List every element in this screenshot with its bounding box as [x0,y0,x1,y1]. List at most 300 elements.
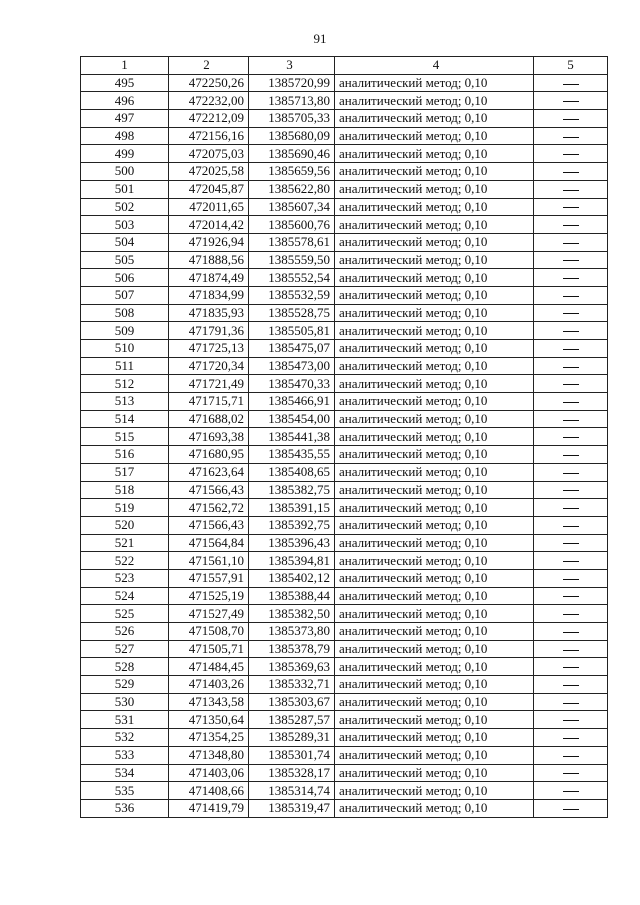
method-accuracy-cell: аналитический метод; 0,10 [335,623,534,641]
x-coordinate-cell: 471348,80 [169,746,249,764]
point-number-cell: 532 [81,729,169,747]
dash-mark [563,402,579,403]
point-number-cell: 503 [81,216,169,234]
method-accuracy-cell: аналитический метод; 0,10 [335,534,534,552]
x-coordinate-cell: 472156,16 [169,127,249,145]
note-cell [534,799,608,817]
method-accuracy-cell: аналитический метод; 0,10 [335,216,534,234]
y-coordinate-cell: 1385391,15 [249,499,335,517]
x-coordinate-cell: 471564,84 [169,534,249,552]
method-accuracy-cell: аналитический метод; 0,10 [335,428,534,446]
note-cell [534,729,608,747]
y-coordinate-cell: 1385314,74 [249,782,335,800]
note-cell [534,393,608,411]
x-coordinate-cell: 472014,42 [169,216,249,234]
y-coordinate-cell: 1385690,46 [249,145,335,163]
note-cell [534,516,608,534]
point-number-cell: 529 [81,676,169,694]
point-number-cell: 518 [81,481,169,499]
point-number-cell: 525 [81,605,169,623]
method-accuracy-cell: аналитический метод; 0,10 [335,481,534,499]
note-cell [534,198,608,216]
table-row [81,233,608,251]
dash-mark [563,172,579,173]
dash-mark [563,543,579,544]
dash-mark [563,278,579,279]
method-accuracy-cell: аналитический метод; 0,10 [335,251,534,269]
dash-mark [563,650,579,651]
method-accuracy-cell: аналитический метод; 0,10 [335,233,534,251]
table-row [81,375,608,393]
point-number-cell: 533 [81,746,169,764]
y-coordinate-cell: 1385713,80 [249,92,335,110]
x-coordinate-cell: 472075,03 [169,145,249,163]
dash-mark [563,367,579,368]
y-coordinate-cell: 1385559,50 [249,251,335,269]
point-number-cell: 530 [81,693,169,711]
note-cell [534,605,608,623]
point-number-cell: 513 [81,393,169,411]
y-coordinate-cell: 1385680,09 [249,127,335,145]
dash-mark [563,455,579,456]
dash-mark [563,720,579,721]
x-coordinate-cell: 472232,00 [169,92,249,110]
table-row [81,658,608,676]
method-accuracy-cell: аналитический метод; 0,10 [335,198,534,216]
table-row [81,693,608,711]
method-accuracy-cell: аналитический метод; 0,10 [335,640,534,658]
note-cell [534,127,608,145]
note-cell [534,552,608,570]
x-coordinate-cell: 471693,38 [169,428,249,446]
table-row [81,198,608,216]
y-coordinate-cell: 1385473,00 [249,357,335,375]
method-accuracy-cell: аналитический метод; 0,10 [335,587,534,605]
dash-mark [563,154,579,155]
x-coordinate-cell: 471715,71 [169,393,249,411]
x-coordinate-cell: 471835,93 [169,304,249,322]
x-coordinate-cell: 472011,65 [169,198,249,216]
note-cell [534,623,608,641]
point-number-cell: 497 [81,110,169,128]
dash-mark [563,579,579,580]
y-coordinate-cell: 1385289,31 [249,729,335,747]
point-number-cell: 528 [81,658,169,676]
point-number-cell: 531 [81,711,169,729]
table-row [81,216,608,234]
dash-mark [563,809,579,810]
dash-mark [563,773,579,774]
point-number-cell: 502 [81,198,169,216]
note-cell [534,764,608,782]
table-row [81,428,608,446]
method-accuracy-cell: аналитический метод; 0,10 [335,180,534,198]
point-number-cell: 521 [81,534,169,552]
x-coordinate-cell: 471527,49 [169,605,249,623]
method-accuracy-cell: аналитический метод; 0,10 [335,746,534,764]
y-coordinate-cell: 1385328,17 [249,764,335,782]
table-row [81,569,608,587]
table-row [81,587,608,605]
x-coordinate-cell: 471403,06 [169,764,249,782]
method-accuracy-cell: аналитический метод; 0,10 [335,676,534,694]
x-coordinate-cell: 471874,49 [169,269,249,287]
y-coordinate-cell: 1385382,75 [249,481,335,499]
point-number-cell: 535 [81,782,169,800]
point-number-cell: 511 [81,357,169,375]
point-number-cell: 534 [81,764,169,782]
point-number-cell: 510 [81,340,169,358]
method-accuracy-cell: аналитический метод; 0,10 [335,92,534,110]
note-cell [534,233,608,251]
method-accuracy-cell: аналитический метод; 0,10 [335,463,534,481]
dash-mark [563,313,579,314]
note-cell [534,711,608,729]
dash-mark [563,260,579,261]
y-coordinate-cell: 1385287,57 [249,711,335,729]
note-cell [534,446,608,464]
point-number-cell: 516 [81,446,169,464]
note-cell [534,676,608,694]
y-coordinate-cell: 1385659,56 [249,163,335,181]
table-row [81,340,608,358]
dash-mark [563,296,579,297]
table-row [81,322,608,340]
dash-mark [563,490,579,491]
point-number-cell: 515 [81,428,169,446]
note-cell [534,145,608,163]
x-coordinate-cell: 471688,02 [169,410,249,428]
method-accuracy-cell: аналитический метод; 0,10 [335,163,534,181]
y-coordinate-cell: 1385388,44 [249,587,335,605]
y-coordinate-cell: 1385396,43 [249,534,335,552]
y-coordinate-cell: 1385332,71 [249,676,335,694]
x-coordinate-cell: 471791,36 [169,322,249,340]
note-cell [534,534,608,552]
table-row [81,446,608,464]
table-row [81,764,608,782]
x-coordinate-cell: 471888,56 [169,251,249,269]
table-row [81,729,608,747]
x-coordinate-cell: 472025,58 [169,163,249,181]
dash-mark [563,614,579,615]
dash-mark [563,632,579,633]
note-cell [534,782,608,800]
method-accuracy-cell: аналитический метод; 0,10 [335,446,534,464]
note-cell [534,180,608,198]
table-row [81,92,608,110]
x-coordinate-cell: 471566,43 [169,481,249,499]
note-cell [534,340,608,358]
dash-mark [563,685,579,686]
method-accuracy-cell: аналитический метод; 0,10 [335,658,534,676]
point-number-cell: 507 [81,286,169,304]
table-row [81,286,608,304]
table-row [81,163,608,181]
y-coordinate-cell: 1385394,81 [249,552,335,570]
method-accuracy-cell: аналитический метод; 0,10 [335,375,534,393]
dash-mark [563,101,579,102]
table-row [81,74,608,92]
table-row [81,304,608,322]
point-number-cell: 519 [81,499,169,517]
x-coordinate-cell: 471350,64 [169,711,249,729]
point-number-cell: 506 [81,269,169,287]
column-header-5: 5 [534,57,608,75]
note-cell [534,640,608,658]
method-accuracy-cell: аналитический метод; 0,10 [335,286,534,304]
note-cell [534,463,608,481]
x-coordinate-cell: 471562,72 [169,499,249,517]
y-coordinate-cell: 1385454,00 [249,410,335,428]
column-header-3: 3 [249,57,335,75]
y-coordinate-cell: 1385408,65 [249,463,335,481]
note-cell [534,693,608,711]
dash-mark [563,703,579,704]
y-coordinate-cell: 1385622,80 [249,180,335,198]
y-coordinate-cell: 1385552,54 [249,269,335,287]
note-cell [534,74,608,92]
x-coordinate-cell: 472045,87 [169,180,249,198]
method-accuracy-cell: аналитический метод; 0,10 [335,569,534,587]
method-accuracy-cell: аналитический метод; 0,10 [335,516,534,534]
y-coordinate-cell: 1385466,91 [249,393,335,411]
x-coordinate-cell: 471926,94 [169,233,249,251]
dash-mark [563,243,579,244]
dash-mark [563,791,579,792]
point-number-cell: 514 [81,410,169,428]
dash-mark [563,561,579,562]
x-coordinate-cell: 472250,26 [169,74,249,92]
x-coordinate-cell: 471680,95 [169,446,249,464]
y-coordinate-cell: 1385435,55 [249,446,335,464]
note-cell [534,110,608,128]
method-accuracy-cell: аналитический метод; 0,10 [335,74,534,92]
method-accuracy-cell: аналитический метод; 0,10 [335,764,534,782]
note-cell [534,587,608,605]
table-row [81,269,608,287]
y-coordinate-cell: 1385373,80 [249,623,335,641]
note-cell [534,499,608,517]
y-coordinate-cell: 1385392,75 [249,516,335,534]
table-body [81,74,608,817]
note-cell [534,286,608,304]
table-row [81,180,608,198]
point-number-cell: 500 [81,163,169,181]
table-row [81,393,608,411]
table-row [81,605,608,623]
point-number-cell: 504 [81,233,169,251]
note-cell [534,357,608,375]
dash-mark [563,84,579,85]
method-accuracy-cell: аналитический метод; 0,10 [335,552,534,570]
table-row [81,499,608,517]
note-cell [534,322,608,340]
method-accuracy-cell: аналитический метод; 0,10 [335,393,534,411]
method-accuracy-cell: аналитический метод; 0,10 [335,605,534,623]
method-accuracy-cell: аналитический метод; 0,10 [335,340,534,358]
dash-mark [563,508,579,509]
point-number-cell: 524 [81,587,169,605]
y-coordinate-cell: 1385600,76 [249,216,335,234]
point-number-cell: 520 [81,516,169,534]
table-header-row [81,57,608,75]
table-row [81,410,608,428]
table-row [81,463,608,481]
x-coordinate-cell: 471721,49 [169,375,249,393]
point-number-cell: 501 [81,180,169,198]
y-coordinate-cell: 1385475,07 [249,340,335,358]
x-coordinate-cell: 471508,70 [169,623,249,641]
x-coordinate-cell: 471834,99 [169,286,249,304]
point-number-cell: 526 [81,623,169,641]
dash-mark [563,207,579,208]
table-row [81,782,608,800]
table-row [81,110,608,128]
y-coordinate-cell: 1385378,79 [249,640,335,658]
method-accuracy-cell: аналитический метод; 0,10 [335,499,534,517]
table-row [81,552,608,570]
y-coordinate-cell: 1385369,63 [249,658,335,676]
dash-mark [563,738,579,739]
x-coordinate-cell: 471403,26 [169,676,249,694]
point-number-cell: 522 [81,552,169,570]
method-accuracy-cell: аналитический метод; 0,10 [335,304,534,322]
y-coordinate-cell: 1385505,81 [249,322,335,340]
note-cell [534,375,608,393]
method-accuracy-cell: аналитический метод; 0,10 [335,357,534,375]
dash-mark [563,190,579,191]
column-header-4: 4 [335,57,534,75]
table-row [81,746,608,764]
note-cell [534,216,608,234]
y-coordinate-cell: 1385470,33 [249,375,335,393]
y-coordinate-cell: 1385303,67 [249,693,335,711]
x-coordinate-cell: 471566,43 [169,516,249,534]
method-accuracy-cell: аналитический метод; 0,10 [335,322,534,340]
method-accuracy-cell: аналитический метод; 0,10 [335,269,534,287]
table-row [81,251,608,269]
dash-mark [563,119,579,120]
table-row [81,145,608,163]
table-row [81,640,608,658]
point-number-cell: 527 [81,640,169,658]
y-coordinate-cell: 1385382,50 [249,605,335,623]
table-row [81,711,608,729]
note-cell [534,658,608,676]
note-cell [534,163,608,181]
dash-mark [563,349,579,350]
dash-mark [563,137,579,138]
method-accuracy-cell: аналитический метод; 0,10 [335,110,534,128]
note-cell [534,251,608,269]
method-accuracy-cell: аналитический метод; 0,10 [335,729,534,747]
point-number-cell: 498 [81,127,169,145]
point-number-cell: 499 [81,145,169,163]
column-header-1: 1 [81,57,169,75]
method-accuracy-cell: аналитический метод; 0,10 [335,127,534,145]
x-coordinate-cell: 471354,25 [169,729,249,747]
x-coordinate-cell: 471557,91 [169,569,249,587]
x-coordinate-cell: 471725,13 [169,340,249,358]
point-number-cell: 508 [81,304,169,322]
dash-mark [563,420,579,421]
note-cell [534,481,608,499]
method-accuracy-cell: аналитический метод; 0,10 [335,711,534,729]
y-coordinate-cell: 1385402,12 [249,569,335,587]
dash-mark [563,437,579,438]
table-row [81,676,608,694]
note-cell [534,428,608,446]
dash-mark [563,384,579,385]
table-row [81,357,608,375]
y-coordinate-cell: 1385441,38 [249,428,335,446]
point-number-cell: 512 [81,375,169,393]
column-header-2: 2 [169,57,249,75]
x-coordinate-cell: 471525,19 [169,587,249,605]
x-coordinate-cell: 471505,71 [169,640,249,658]
page-number: 91 [313,31,327,46]
dash-mark [563,756,579,757]
note-cell [534,410,608,428]
x-coordinate-cell: 471484,45 [169,658,249,676]
point-number-cell: 509 [81,322,169,340]
point-number-cell: 505 [81,251,169,269]
y-coordinate-cell: 1385319,47 [249,799,335,817]
method-accuracy-cell: аналитический метод; 0,10 [335,145,534,163]
note-cell [534,92,608,110]
dash-mark [563,596,579,597]
x-coordinate-cell: 471561,10 [169,552,249,570]
table-row [81,127,608,145]
x-coordinate-cell: 471623,64 [169,463,249,481]
coordinates-table [80,56,608,818]
note-cell [534,569,608,587]
note-cell [534,304,608,322]
x-coordinate-cell: 471720,34 [169,357,249,375]
point-number-cell: 536 [81,799,169,817]
y-coordinate-cell: 1385607,34 [249,198,335,216]
point-number-cell: 496 [81,92,169,110]
dash-mark [563,225,579,226]
x-coordinate-cell: 472212,09 [169,110,249,128]
table-row [81,799,608,817]
table-row [81,481,608,499]
method-accuracy-cell: аналитический метод; 0,10 [335,693,534,711]
dash-mark [563,526,579,527]
note-cell [534,269,608,287]
x-coordinate-cell: 471343,58 [169,693,249,711]
method-accuracy-cell: аналитический метод; 0,10 [335,410,534,428]
note-cell [534,746,608,764]
y-coordinate-cell: 1385528,75 [249,304,335,322]
method-accuracy-cell: аналитический метод; 0,10 [335,799,534,817]
y-coordinate-cell: 1385578,61 [249,233,335,251]
table-row [81,623,608,641]
x-coordinate-cell: 471408,66 [169,782,249,800]
point-number-cell: 523 [81,569,169,587]
y-coordinate-cell: 1385301,74 [249,746,335,764]
y-coordinate-cell: 1385705,33 [249,110,335,128]
table-row [81,516,608,534]
x-coordinate-cell: 471419,79 [169,799,249,817]
table-row [81,534,608,552]
dash-mark [563,667,579,668]
y-coordinate-cell: 1385532,59 [249,286,335,304]
dash-mark [563,473,579,474]
point-number-cell: 495 [81,74,169,92]
dash-mark [563,331,579,332]
